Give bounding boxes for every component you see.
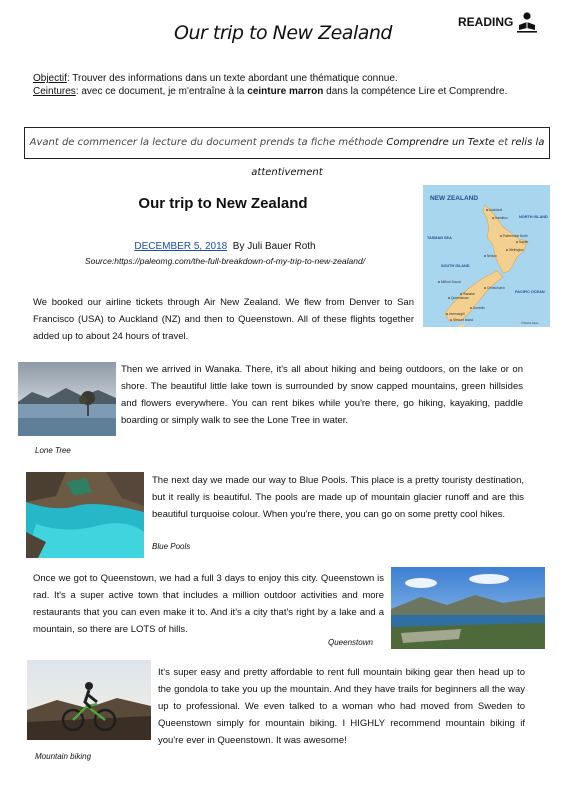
article-title: Our trip to New Zealand [138,195,308,212]
biking-paragraph: It's super easy and pretty affordable to rent full mountain biking gear then head up to the gondola to take you up the mountain. And they have trails for beginners all the way up to professional. We even talked to a woman who had moved from Sweden to Queenstown simply for mountain biking. I HIGHLY recommend mountain biking if you're ever in Queenstown. It was awesome! [158,667,525,746]
map-city-dot [450,319,452,321]
method-notice [24,127,550,178]
objectif-line [33,72,507,85]
map-city-dot [516,241,518,243]
ceintures-text-after: dans la compétence Lire et Comprendre. [323,86,508,97]
ceintures-label: Ceintures [33,86,76,97]
map-city-label: Stewart Island [453,318,474,322]
blue-pools-photo [26,472,144,558]
map-city-dot [460,293,462,295]
map-city-label: Queenstown [451,296,469,300]
map-city-label: Nelson [487,254,497,258]
mountain-biking-caption: Mountain biking [35,752,92,761]
notice-part2: et [494,137,512,148]
reader-icon [516,11,538,33]
map-city-label: Invercargill [449,312,465,316]
map-city-dot [486,209,488,211]
page-title: Our trip to New Zealand [174,22,392,44]
map-city-dot [470,307,472,309]
blue-pools-caption: Blue Pools [152,542,191,551]
map-south-island: SOUTH ISLAND [441,264,470,268]
byline [90,241,360,252]
map-city-dot [446,313,448,315]
lone-tree-caption: Lone Tree [35,446,71,455]
map-city-dot [492,217,494,219]
ceintures-bold: ceinture marron [247,86,324,97]
map-city-dot [500,235,502,237]
map-city-label: Palmerston North [503,234,528,238]
map-city-label: Christchurch [487,286,505,290]
map-title: NEW ZEALAND [430,195,479,202]
map-pacific-ocean: PACIFIC OCEAN [515,290,545,294]
map-city-dot [438,281,440,283]
map-city-label: Auckland [489,208,503,212]
objectif-label: Objectif [33,73,67,84]
queenstown-photo [391,567,545,649]
queenstown-paragraph: Once we got to Queenstown, we had a full 3 days to enjoy this city. Queenstown is rad. It's a super active town that includes a million outdoor activities and more restaurants that you can even make it to. And it's a city that's right by a lake and a mountain, so there are LOTS of hills. [33,573,384,635]
blue-pools-paragraph: The next day we made our way to Blue Pools. This place is a pretty touristy destination, but it really is beautiful. The pools are made up of mountain glacier runoff and are this beautiful turquoise colour. When you're there, you can go on some pretty cool hikes. [152,475,524,520]
reading-badge [458,11,538,33]
map-tasman-sea: TASMAN SEA [427,236,452,240]
map-city-dot [448,297,450,299]
notice-strong2: relis la attentivement [251,137,545,178]
map-city-dot [506,249,508,251]
mountain-biking-photo [27,660,151,740]
queenstown-caption: Queenstown [328,638,373,647]
new-zealand-map [423,185,550,327]
ceintures-text-before: : avec ce document, je m'entraîne à la [75,86,248,97]
article-author: By Juli Bauer Roth [232,241,316,252]
lone-tree-photo [18,362,116,436]
notice-part1: Avant de commencer la lecture du document prends ta fiche méthode [29,137,387,148]
article-source: Source:https://paleomg.com/the-full-breakdown-of-my-trip-to-new-zealand/ [84,256,366,266]
map-north-island: NORTH ISLAND [519,215,548,219]
map-city-label: Wanaka [463,292,475,296]
map-city-label: Hamilton [495,216,508,220]
reading-label: READING [458,15,514,29]
notice-strong1: Comprendre un Texte [386,137,495,148]
intro-paragraph: We booked our airline tickets through Air New Zealand. We flew from Denver to San Francisco (USA) to Auckland (NZ) and then to Queenstown. All of these flights together added up to about 24 hours of travel. [33,297,414,342]
wanaka-paragraph: Then we arrived in Wanaka. There, it's all about hiking and being outdoors, on the lake or on shore. The beautiful little lake town is surrounded by snow capped mountains, green hillsides and flowers everywhere. You can rent bikes while you're there, go hiking, kayaking, paddle boarding or simply walk to see the Lone Tree in water. [121,364,523,426]
map-credit: ©World Atlas [521,321,539,325]
objectives [33,72,507,98]
ceintures-line [33,85,507,98]
map-city-label: Wellington [509,248,524,252]
objectif-text: : Trouver des informations dans un texte abordant une thématique connue. [66,73,398,84]
article-date-link[interactable]: DECEMBER 5, 2018 [134,241,228,252]
map-city-label: Dunedin [473,306,485,310]
map-city-label: Napier [519,240,529,244]
map-city-dot [484,255,486,257]
map-city-label: Milford Sound [441,280,461,284]
map-city-dot [484,287,486,289]
